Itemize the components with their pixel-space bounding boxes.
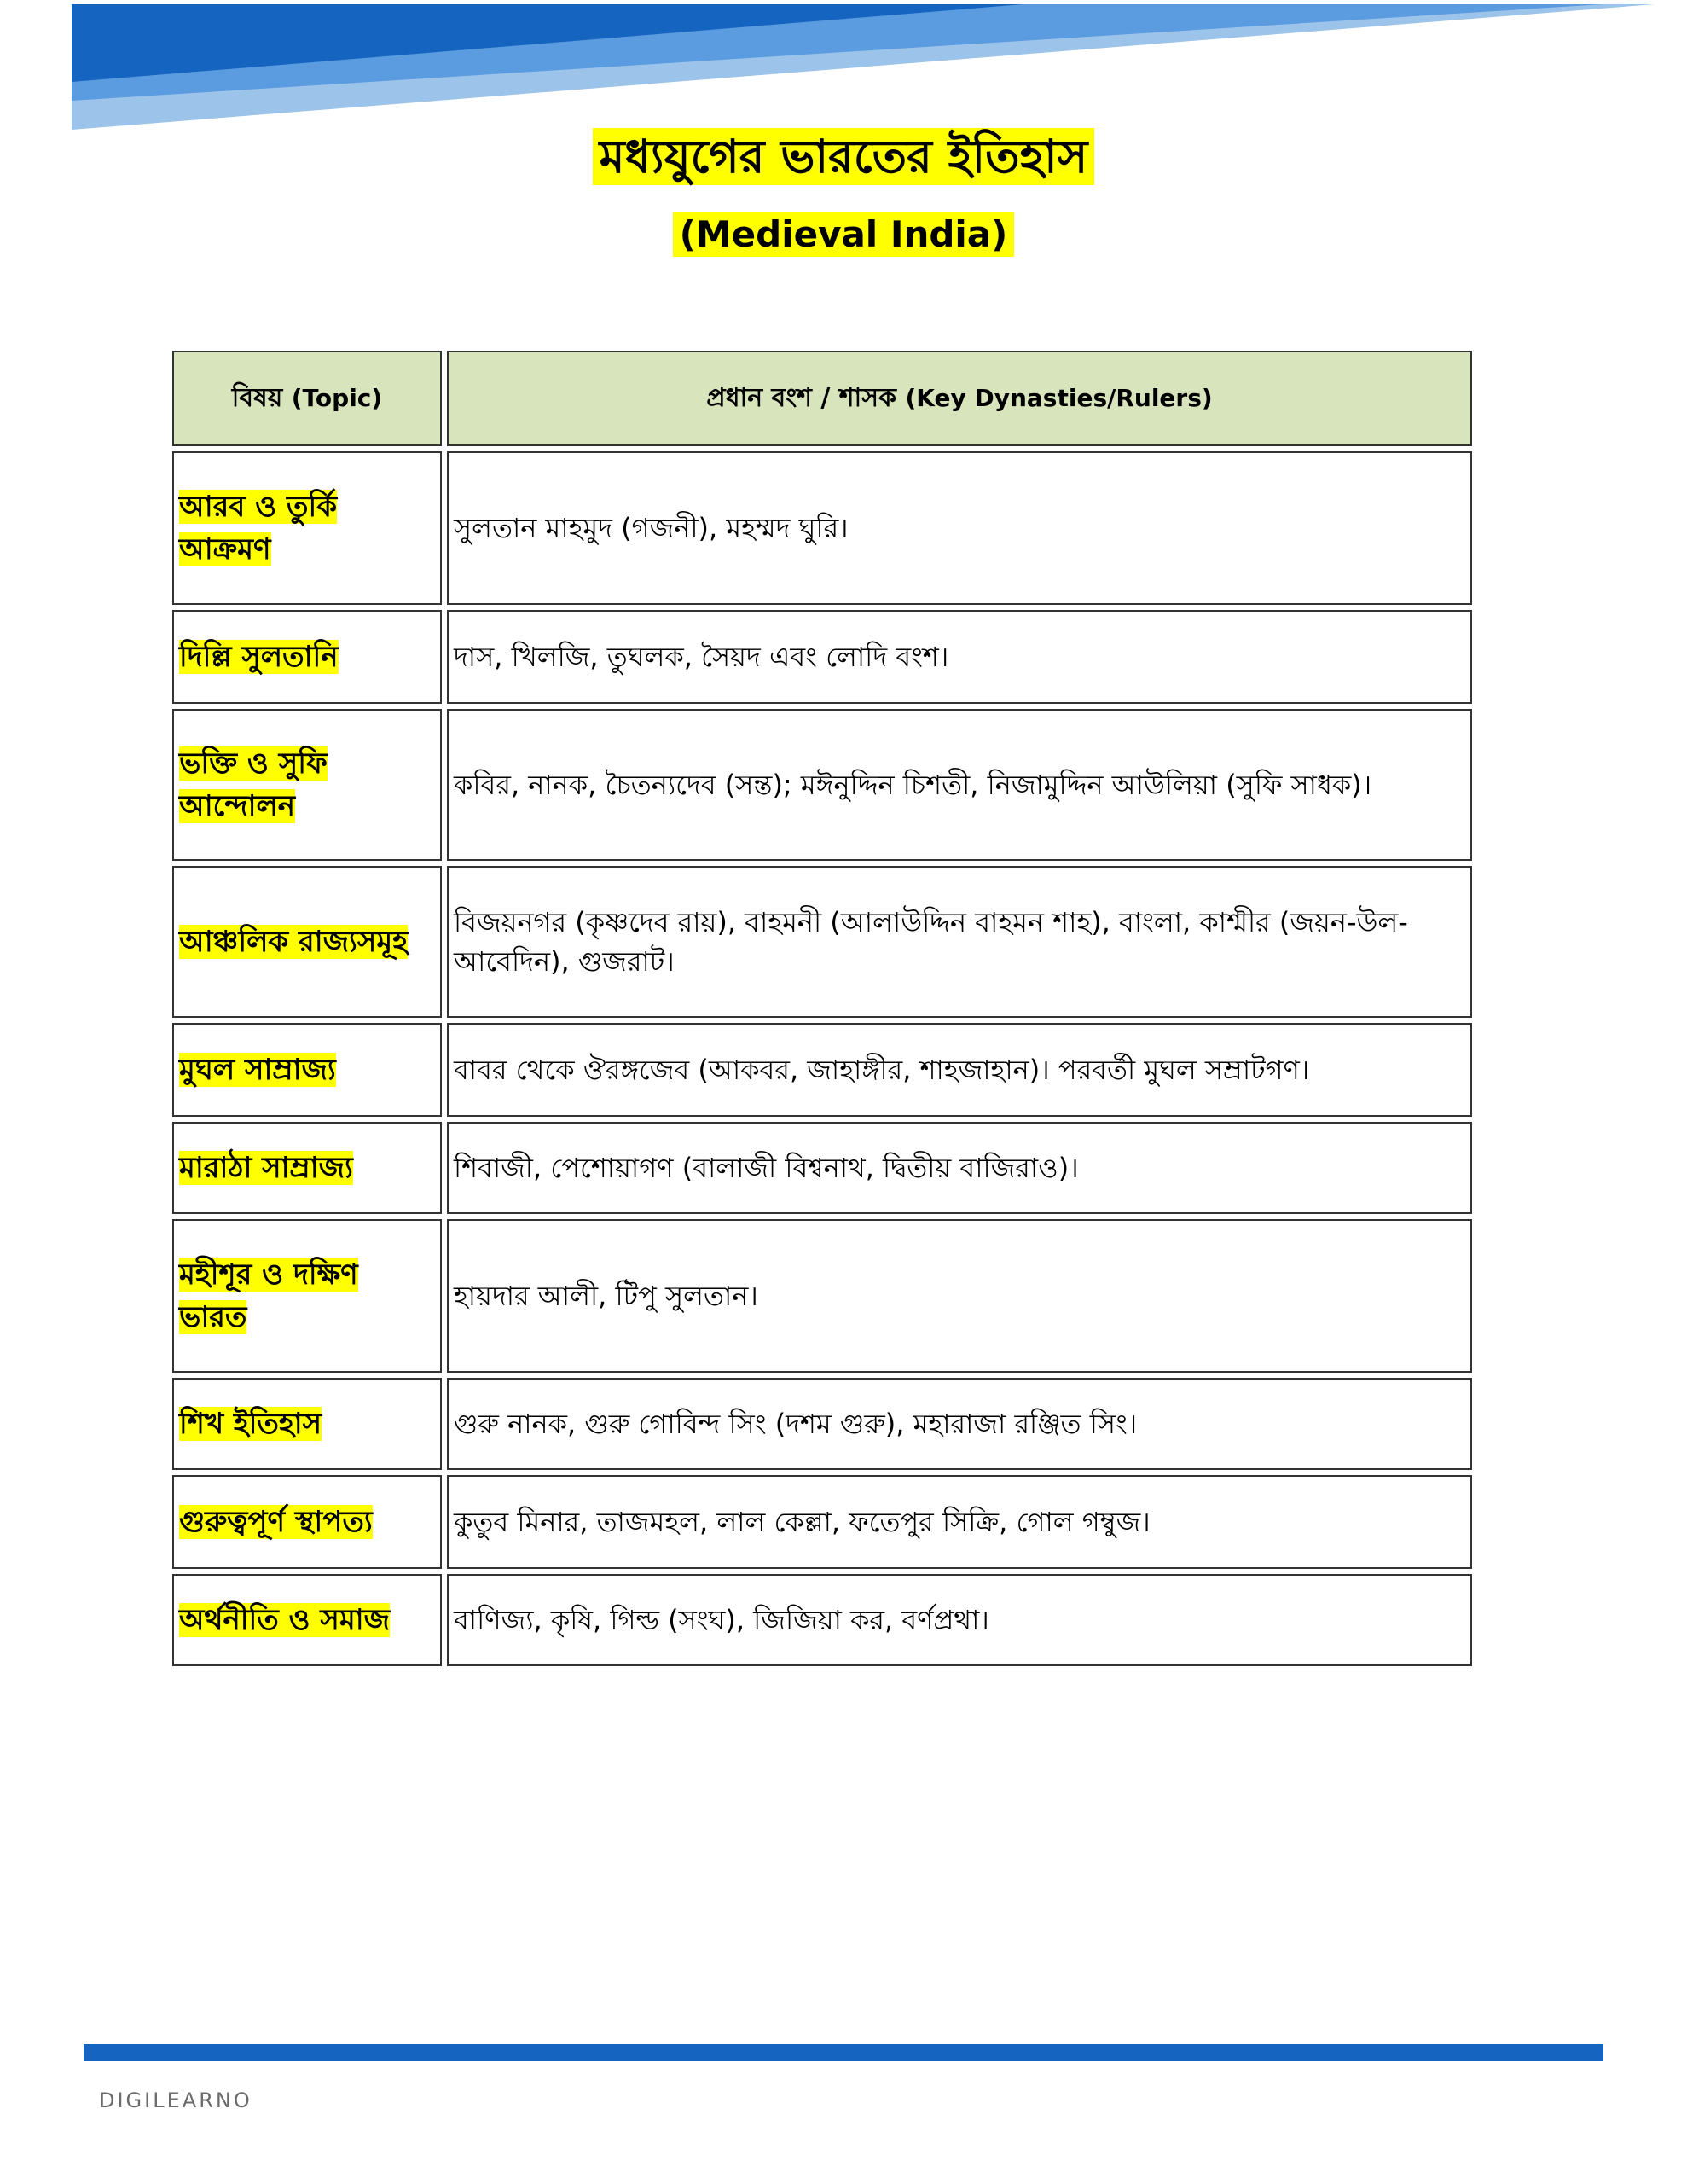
topic-label: আরব ও তুর্কি আক্রমণ: [179, 490, 338, 566]
topic-label: আঞ্চলিক রাজ্যসমূহ: [179, 925, 409, 959]
table-header-row: [172, 351, 1472, 446]
rulers-cell: বাণিজ্য, কৃষি, গিল্ড (সংঘ), জিজিয়া কর, বর্ণপ্রথা।: [447, 1574, 1472, 1666]
table-row: [172, 709, 1472, 861]
topic-label: মারাঠা সাম্রাজ্য: [179, 1151, 353, 1185]
topic-cell: [172, 1023, 442, 1117]
table-row: [172, 866, 1472, 1018]
table-row: [172, 1378, 1472, 1470]
page-title-text: মধ্যযুগের ভারতের ইতিহাস: [593, 128, 1095, 185]
footer-bar: [84, 2044, 1603, 2061]
header-topic: [172, 351, 442, 446]
topic-label: অর্থনীতি ও সমাজ: [179, 1603, 391, 1637]
medieval-india-table: [167, 346, 1477, 1671]
topic-label: মুঘল সাম্রাজ্য: [179, 1053, 336, 1087]
rulers-cell: বাবর থেকে ঔরঙ্গজেব (আকবর, জাহাঙ্গীর, শাহজাহান)। পরবর্তী মুঘল সম্রাটগণ।: [447, 1023, 1472, 1117]
table-row: [172, 1219, 1472, 1373]
topic-cell: [172, 610, 442, 704]
topic-cell: [172, 1475, 442, 1569]
topic-label: শিখ ইতিহাস: [179, 1407, 322, 1441]
topic-cell: [172, 866, 442, 1018]
topic-cell: [172, 1378, 442, 1470]
header-topic-bn: বিষয়: [231, 382, 283, 413]
table-row: [172, 1475, 1472, 1569]
rulers-cell: কুতুব মিনার, তাজমহল, লাল কেল্লা, ফতেপুর সিক্রি, গোল গম্বুজ।: [447, 1475, 1472, 1569]
topic-label: ভক্তি ও সুফি আন্দোলন: [179, 746, 328, 823]
header-rulers-bn: প্রধান বংশ / শাসক: [706, 382, 897, 413]
topic-label: মহীশূর ও দক্ষিণ ভারত: [179, 1258, 358, 1334]
table-row: [172, 1023, 1472, 1117]
header-rulers: [447, 351, 1472, 446]
rulers-cell: গুরু নানক, গুরু গোবিন্দ সিং (দশম গুরু), মহারাজা রঞ্জিত সিং।: [447, 1378, 1472, 1470]
header-topic-en: (Topic): [291, 383, 383, 412]
topic-cell: [172, 1219, 442, 1373]
page-subtitle: [0, 210, 1687, 259]
table-row: [172, 1122, 1472, 1214]
topic-label: গুরুত্বপূর্ণ স্থাপত্য: [179, 1505, 373, 1539]
table-row: [172, 610, 1472, 704]
topic-label: দিল্লি সুলতানি: [179, 640, 339, 674]
rulers-cell: কবির, নানক, চৈতন্যদেব (সন্ত); মঈনুদ্দিন চিশতী, নিজামুদ্দিন আউলিয়া (সুফি সাধক)।: [447, 709, 1472, 861]
table-row: [172, 451, 1472, 605]
header-banner-graphic: [0, 0, 1687, 145]
rulers-cell: দাস, খিলজি, তুঘলক, সৈয়দ এবং লোদি বংশ।: [447, 610, 1472, 704]
table-row: [172, 1574, 1472, 1666]
rulers-cell: সুলতান মাহমুদ (গজনী), মহম্মদ ঘুরি।: [447, 451, 1472, 605]
rulers-cell: শিবাজী, পেশোয়াগণ (বালাজী বিশ্বনাথ, দ্বিতীয় বাজিরাও)।: [447, 1122, 1472, 1214]
rulers-cell: হায়দার আলী, টিপু সুলতান।: [447, 1219, 1472, 1373]
page-subtitle-text: (Medieval India): [673, 212, 1015, 257]
rulers-cell: বিজয়নগর (কৃষ্ণদেব রায়), বাহমনী (আলাউদ্দিন বাহমন শাহ), বাংলা, কাশ্মীর (জয়ন-উল-আবেদিন), গুজরাট।: [447, 866, 1472, 1018]
topic-cell: [172, 1574, 442, 1666]
footer-brand: DIGILEARNO: [99, 2088, 252, 2112]
page-title: [0, 126, 1687, 188]
topic-cell: [172, 451, 442, 605]
topic-cell: [172, 709, 442, 861]
topic-cell: [172, 1122, 442, 1214]
header-rulers-en: (Key Dynasties/Rulers): [905, 383, 1213, 412]
